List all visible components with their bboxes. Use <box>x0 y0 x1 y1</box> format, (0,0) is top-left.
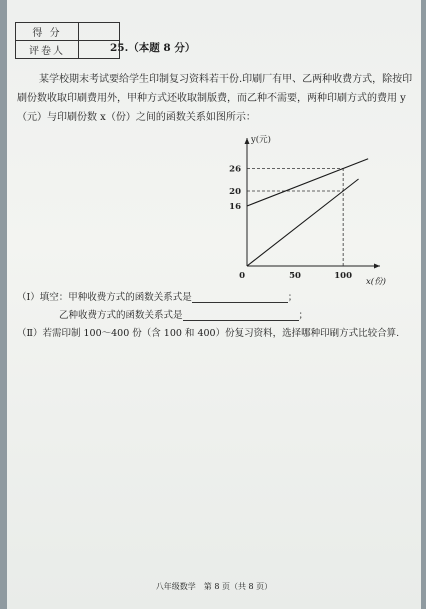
part1-label: （Ⅰ）填空：甲种收费方式的函数关系式是 <box>17 292 192 303</box>
part1b-line <box>59 307 308 321</box>
part2-text: （Ⅱ）若需印制 100～400 份（含 100 和 400）份复习资料，选择哪种印刷方式比较合算. <box>17 328 400 339</box>
series-line-1 <box>247 159 368 206</box>
part1b-label: 乙种收费方式的函数关系式是 <box>59 310 183 321</box>
score-label: 得 分 <box>16 23 79 41</box>
question-title: 25.（本题 8 分） <box>110 42 196 54</box>
question-intro: 某学校期末考试要给学生印制复习资料若干份.印刷厂有甲、乙两种收费方式，除按印刷份数收取印刷费用外，甲种方式还收取制版费，而乙种不需要，两种印刷方式的费用 y（元）与印刷份数 x（份）之间的函数关系如图所示： <box>17 74 413 123</box>
part1b-blank[interactable] <box>183 310 299 321</box>
score-table <box>15 22 120 59</box>
part1-blank[interactable] <box>192 292 288 303</box>
y-axis-label: y(元) <box>251 135 271 145</box>
y-tick-label: 16 <box>229 202 241 212</box>
x-axis-label: x(份) <box>366 277 386 287</box>
page-footer: 八年级数学 第 8 页（共 8 页） <box>155 582 273 591</box>
y-axis-arrow <box>245 138 250 144</box>
part1-end: ； <box>287 292 298 303</box>
y-tick-label: 20 <box>229 187 241 197</box>
x-tick-label: 0 <box>239 271 245 281</box>
score-cell <box>79 23 120 41</box>
part1b-end: ； <box>298 310 309 321</box>
y-tick-label: 26 <box>229 164 241 175</box>
series-line-2 <box>247 179 359 266</box>
part1-line <box>17 289 297 303</box>
x-tick-label: 50 <box>289 271 301 281</box>
x-axis-arrow <box>374 264 380 269</box>
x-tick-label: 100 <box>334 271 353 281</box>
grader-label: 评卷人 <box>16 41 79 59</box>
function-graph <box>207 118 387 288</box>
exam-page <box>7 0 421 609</box>
